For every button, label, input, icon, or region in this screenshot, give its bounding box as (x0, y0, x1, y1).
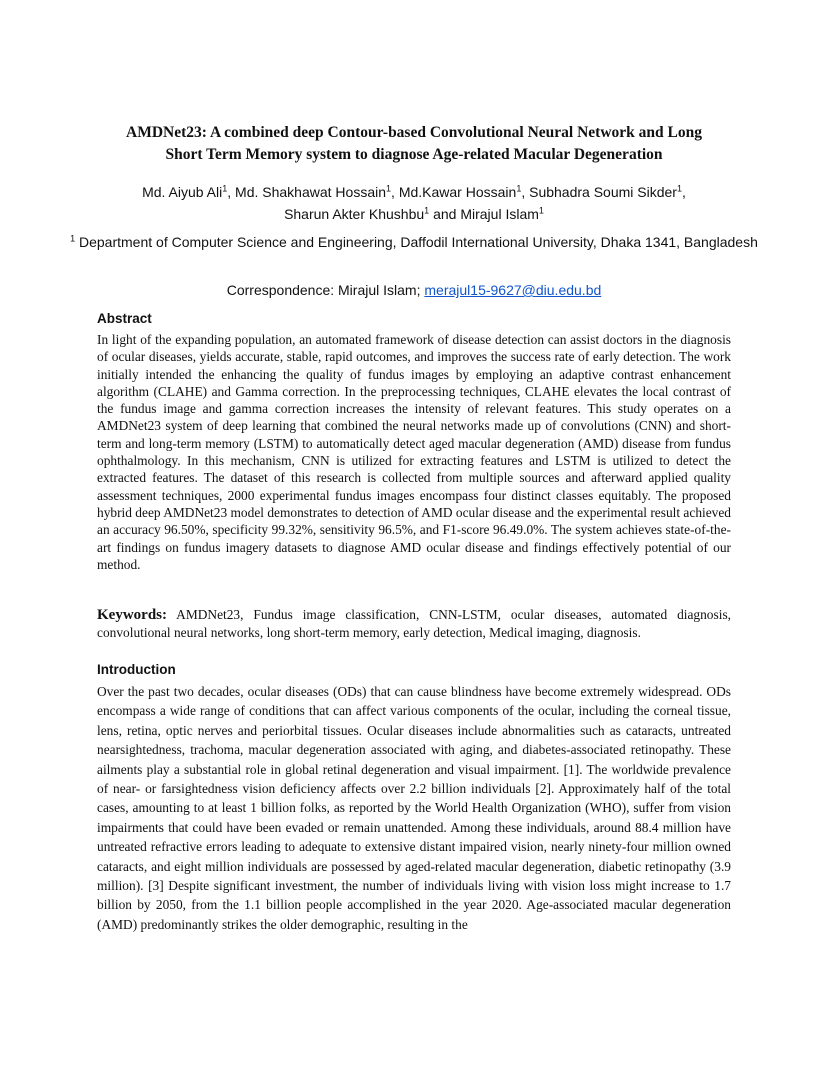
author-separator: , (227, 184, 236, 200)
author-name: Subhadra Soumi Sikder (529, 184, 677, 200)
correspondence (60, 280, 768, 300)
affiliation-mark: 1 (70, 233, 76, 244)
author-affiliation-mark: 1 (222, 183, 228, 194)
author-name: Md.Kawar Hossain (398, 184, 517, 200)
author-name: Sharun Akter Khushbu (284, 206, 425, 222)
author-affiliation-mark: 1 (386, 183, 392, 194)
keywords-text: AMDNet23, Fundus image classification, CNN-LSTM, ocular diseases, automated diagnosis, convolutional neural networks, long short-term memory, early detection, Medical imaging, diagnosis. (97, 607, 731, 641)
author-separator: , (521, 184, 530, 200)
correspondence-email-link[interactable]: merajul15-9627@diu.edu.bd (424, 282, 602, 298)
author-affiliation-mark: 1 (424, 205, 430, 216)
author-list (60, 181, 768, 225)
abstract-heading: Abstract (97, 311, 152, 326)
author-affiliation-mark: 1 (516, 183, 522, 194)
affiliation (60, 231, 768, 253)
author-separator: and (429, 206, 461, 222)
keywords-label: Keywords: (97, 607, 167, 623)
affiliation-text: Department of Computer Science and Engineering, Daffodil International University, Dhaka 1341, Bangladesh (79, 234, 758, 250)
author-name: Mirajul Islam (460, 206, 539, 222)
author-affiliation-mark: 1 (538, 205, 544, 216)
author-separator: , (682, 184, 686, 200)
keywords (97, 606, 731, 642)
introduction-heading: Introduction (97, 662, 176, 677)
author-name: Md. Shakhawat Hossain (235, 184, 387, 200)
abstract-text: In light of the expanding population, an automated framework of disease detection can assist doctors in the diagnosis of ocular diseases, yields accurate, stable, rapid outcomes, and improves the success rate of early detection. The work initially intended the enhancing the quality of fundus images by employing an adaptive contrast enhancement algorithm (CLAHE) and Gamma correction. In the preprocessing techniques, CLAHE elevates the local contrast of the fundus image and gamma correction increases the intensity of relevant features. This study operates on a AMDNet23 system of deep learning that combined the neural networks made up of convolutions (CNN) and short-term and long-term memory (LSTM) to automatically detect aged macular degeneration (AMD) disease from fundus ophthalmology. In this mechanism, CNN is utilized for extracting features and LSTM is utilized to detect the extracted features. The dataset of this research is collected from multiple sources and afterward applied quality assessment techniques, 2000 experimental fundus images encompass four distinct classes equitably. The proposed hybrid deep AMDNet23 model demonstrates to detection of AMD ocular disease and the experimental result achieved an accuracy 96.50%, specificity 99.32%, sensitivity 96.5%, and F1-score 96.49.0%. The system achieves state-of-the-art findings on fundus imagery datasets to diagnose AMD ocular disease and findings effectively potential of our method. (97, 332, 732, 572)
correspondence-label: Correspondence: Mirajul Islam; (226, 282, 425, 298)
paper-title (60, 122, 768, 166)
author-separator: , (391, 184, 399, 200)
title-line-1: AMDNet23: A combined deep Contour-based Convolutional Neural Network and Long (126, 124, 702, 141)
author-affiliation-mark: 1 (676, 183, 682, 194)
author-name: Md. Aiyub Ali (142, 184, 223, 200)
title-line-2: Short Term Memory system to diagnose Age-related Macular Degeneration (165, 146, 663, 163)
introduction-text: Over the past two decades, ocular diseases (ODs) that can cause blindness have become extremely widespread. ODs encompass a wide range of conditions that can affect various components of the ocular, including the corneal tissue, lens, retina, optic nerves and periorbital tissues. Ocular diseases include abnormalities such as cataracts, untreated nearsightedness, trachoma, macular degeneration associated with aging, and diabetes-associated retinopathy. These ailments play a substantial role in global retinal degeneration and visual impairment. [1]. The worldwide prevalence of near- or farsightedness vision deficiency affects over 2.2 billion individuals [2]. Approximately half of the total cases, amounting to at least 1 billion folks, as reported by the World Health Organization (WHO), suffer from vision impairments that could have been evaded or remain unattended. Among these individuals, around 88.4 million have untreated refractive errors leading to adequate to extensive distant impaired vision, nearly ninety-four million owned cataracts, and eight million individuals are possessed by aged-related macular degeneration, diabetic retinopathy (3.9 million). [3] Despite significant investment, the number of individuals living with vision loss might increase to 1.7 billion by 2050, from the 1.1 billion people accomplished in the year 2020. Age-associated macular degeneration (AMD) predominantly strikes the older demographic, resulting in the (97, 684, 731, 932)
